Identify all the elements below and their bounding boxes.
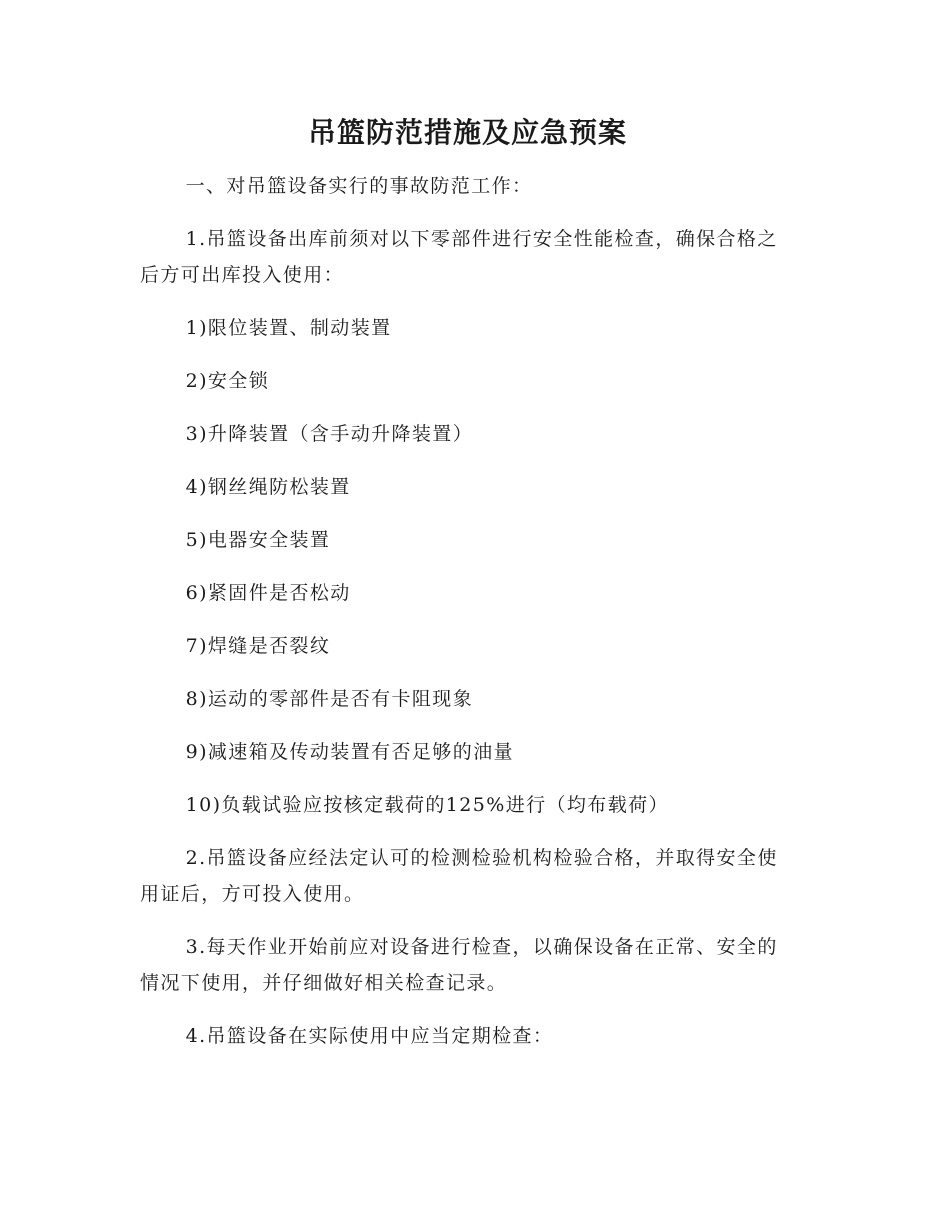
list-item: 6)紧固件是否松动 bbox=[185, 582, 351, 604]
spacer bbox=[140, 912, 795, 929]
spacer bbox=[140, 399, 795, 416]
paragraph-item-2: 2.吊篮设备应经法定认可的检测检验机构检验合格，并取得安全使用证后，方可投入使用。 bbox=[140, 847, 778, 905]
list-item: 9)减速箱及传动装置有否足够的油量 bbox=[185, 741, 514, 763]
spacer bbox=[140, 717, 795, 734]
spacer bbox=[140, 770, 795, 787]
list-item: 7)焊缝是否裂纹 bbox=[185, 635, 331, 657]
paragraph-item-3: 3.每天作业开始前应对设备进行检查，以确保设备在正常、安全的情况下使用，并仔细做好相关检查记录。 bbox=[140, 936, 778, 994]
list-item: 2)安全锁 bbox=[185, 370, 270, 392]
section-heading: 一、对吊篮设备实行的事故防范工作： bbox=[185, 175, 533, 197]
spacer bbox=[140, 558, 795, 575]
paragraph-item-4: 4.吊篮设备在实际使用中应当定期检查： bbox=[185, 1025, 554, 1047]
spacer bbox=[140, 505, 795, 522]
list-item: 5)电器安全装置 bbox=[185, 529, 331, 551]
spacer bbox=[140, 158, 795, 168]
spacer bbox=[140, 611, 795, 628]
spacer bbox=[140, 346, 795, 363]
list-item: 4)钢丝绳防松装置 bbox=[185, 476, 351, 498]
spacer bbox=[140, 293, 795, 310]
list-item: 3)升降装置（含手动升降装置） bbox=[185, 423, 474, 445]
spacer bbox=[140, 664, 795, 681]
document-body bbox=[140, 108, 795, 1054]
list-item: 10)负载试验应按核定载荷的125%进行（均布载荷） bbox=[185, 794, 669, 816]
spacer bbox=[140, 204, 795, 221]
spacer bbox=[140, 452, 795, 469]
spacer bbox=[140, 1001, 795, 1018]
paragraph-item-1: 1.吊篮设备出库前须对以下零部件进行安全性能检查，确保合格之后方可出库投入使用： bbox=[140, 228, 778, 286]
spacer bbox=[140, 823, 795, 840]
list-item: 8)运动的零部件是否有卡阻现象 bbox=[185, 688, 474, 710]
list-item: 1)限位装置、制动装置 bbox=[185, 317, 392, 339]
document-title: 吊篮防范措施及应急预案 bbox=[307, 116, 627, 149]
